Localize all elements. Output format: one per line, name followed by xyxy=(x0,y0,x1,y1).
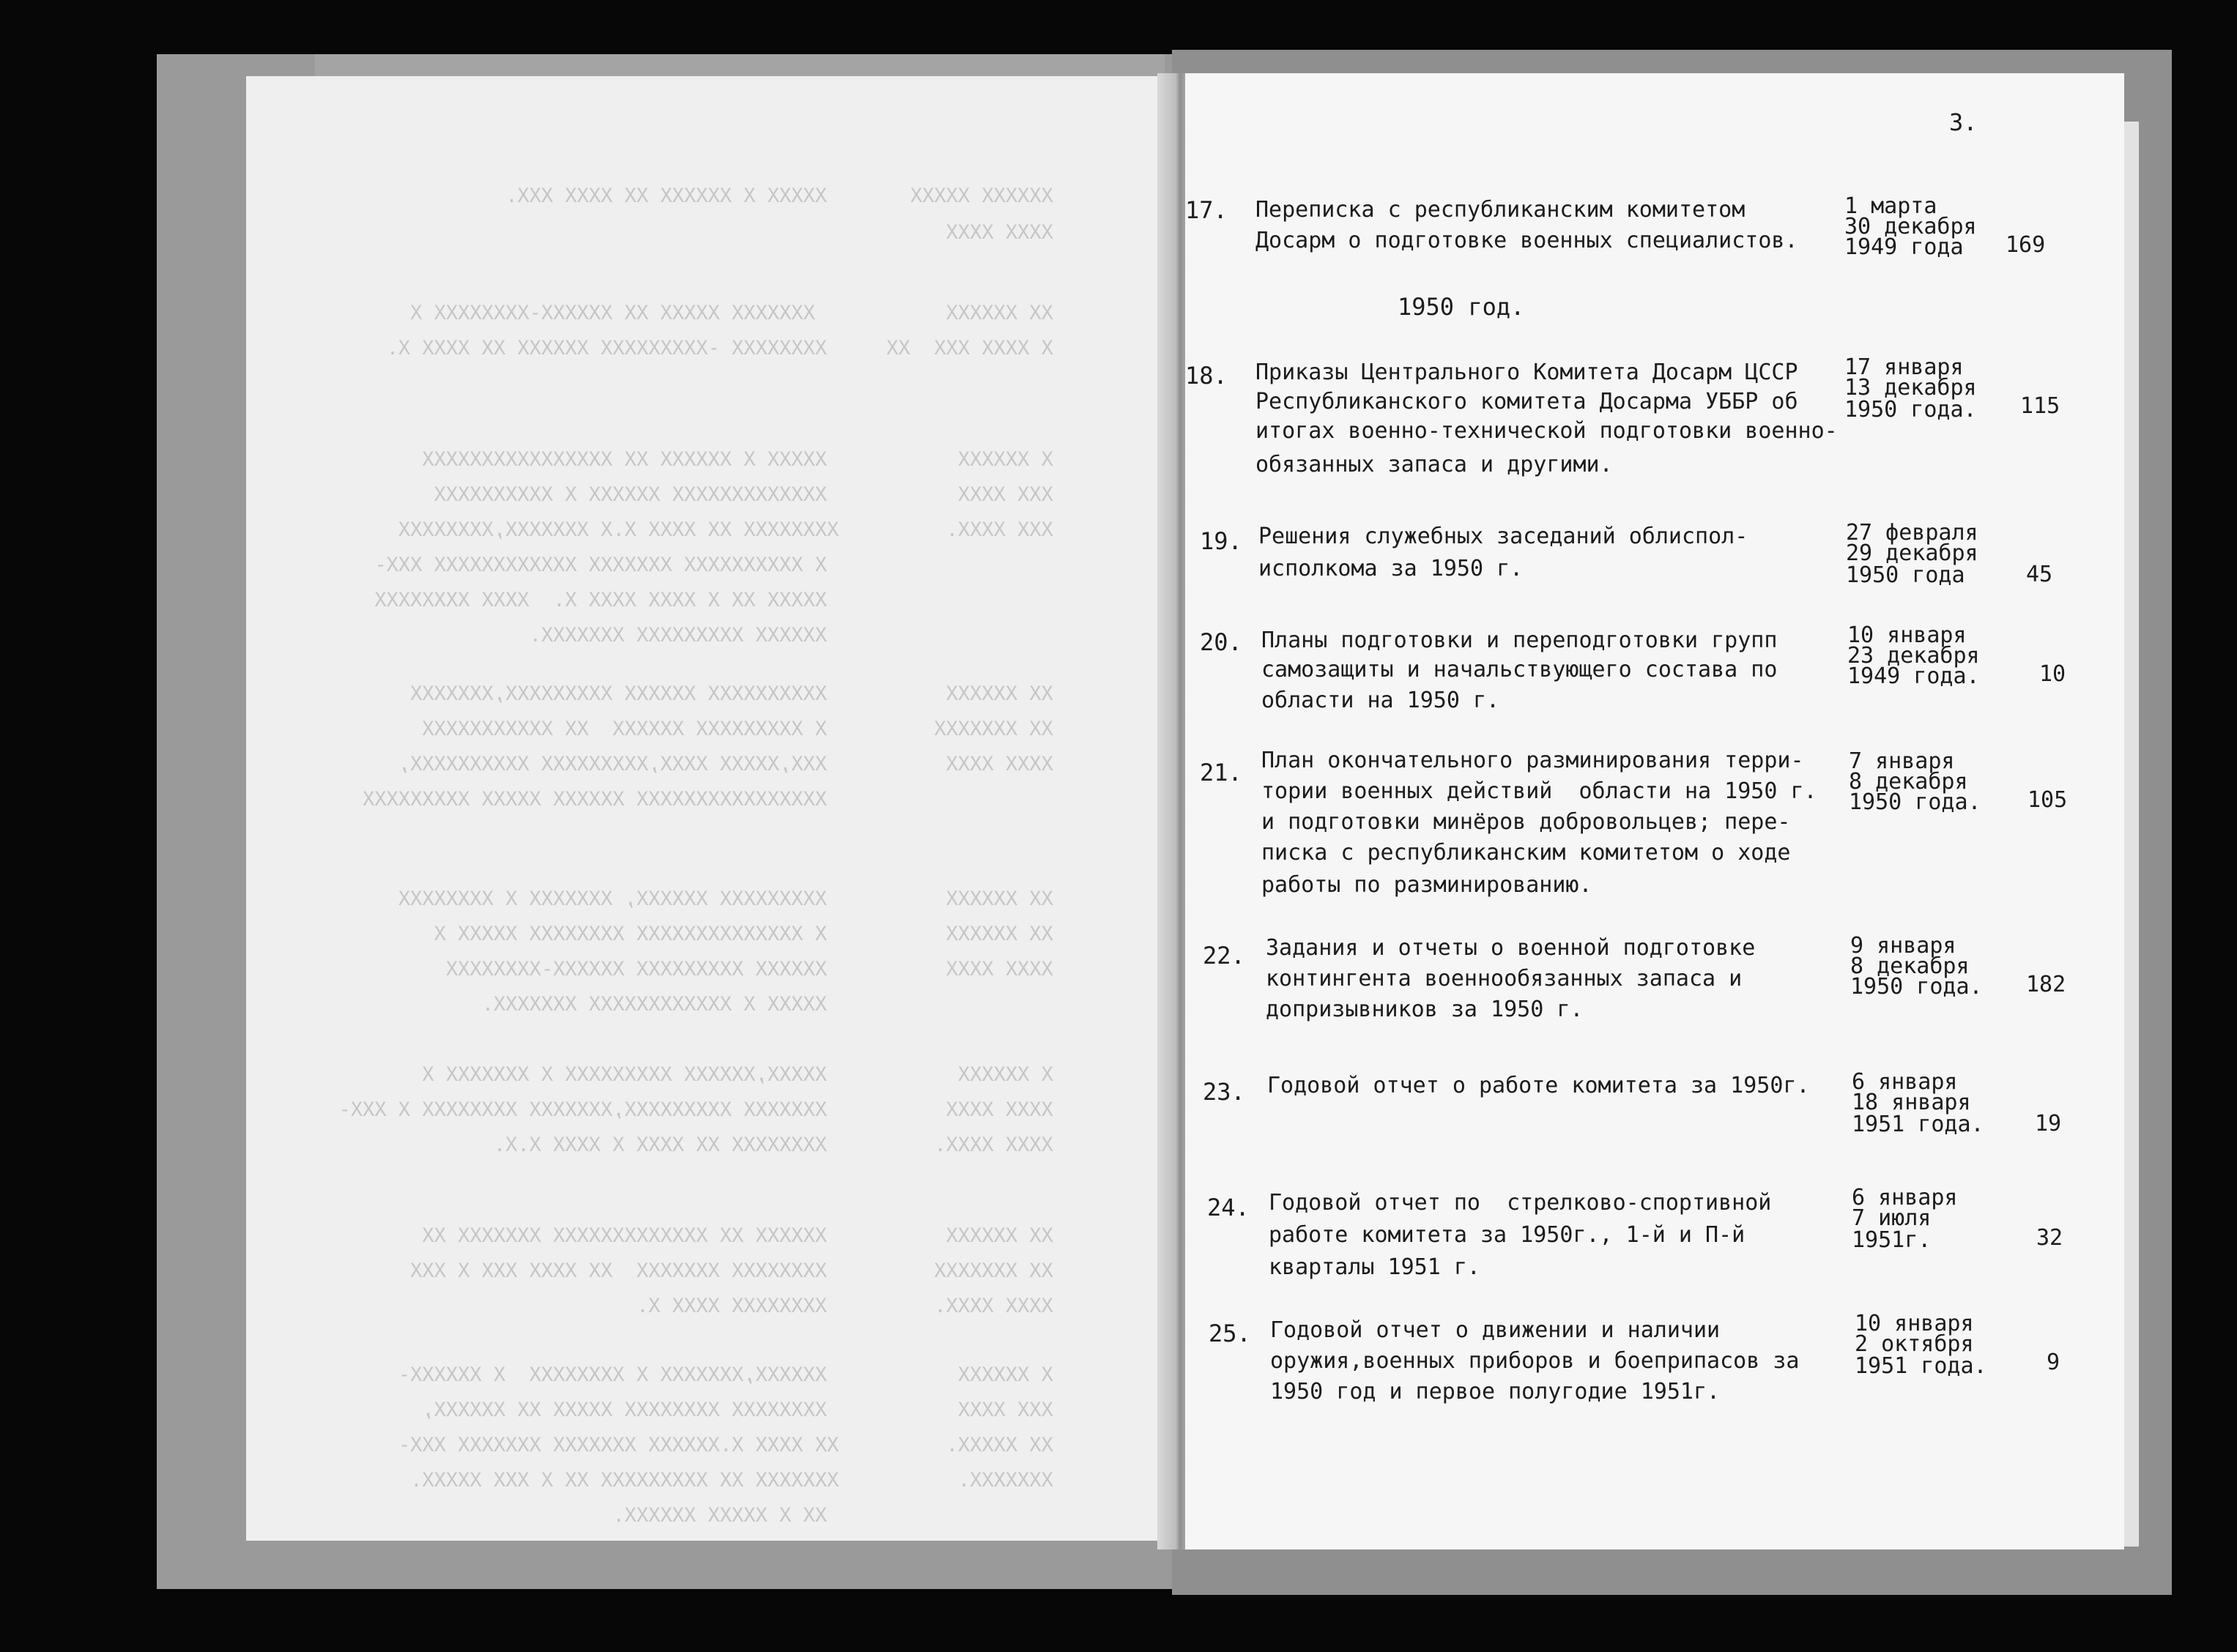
entry-17-number: 17. xyxy=(1185,196,1228,224)
entry-24-date: 1951г. xyxy=(1852,1227,1932,1253)
entry-21-title-line: писка с республиканским комитетом о ходе xyxy=(1261,840,1791,866)
page-number: 3. xyxy=(1949,108,1978,136)
entry-20-number: 20. xyxy=(1200,628,1242,656)
entry-24-date: 7 июля xyxy=(1852,1205,1932,1231)
entry-20-sheet-count: 10 xyxy=(2039,661,2066,687)
entry-25-date: 1951 года. xyxy=(1855,1353,1987,1379)
entry-25-date: 2 октября xyxy=(1855,1331,1974,1357)
entry-18-title-line: обязанных запаса и другими. xyxy=(1255,452,1613,477)
entry-22-sheet-count: 182 xyxy=(2026,972,2066,997)
entry-21-title-line: работы по разминированию. xyxy=(1261,872,1592,898)
entry-17-sheet-count: 169 xyxy=(2006,232,2046,258)
entry-24-title-line: Годовой отчет по стрелково-спортивной xyxy=(1269,1190,1772,1216)
entry-25-title-line: Годовой отчет о движении и наличии xyxy=(1270,1317,1721,1343)
entry-17-date: 1949 года xyxy=(1844,234,1964,260)
entry-23-number: 23. xyxy=(1203,1078,1245,1106)
entry-24-number: 24. xyxy=(1207,1194,1250,1221)
entry-17-title-line: Переписка с республиканским комитетом xyxy=(1255,197,1746,223)
entry-23-title-line: Годовой отчет о работе комитета за 1950г. xyxy=(1267,1073,1810,1098)
entry-24-title-line: работе комитета за 1950г., 1-й и П-й xyxy=(1269,1222,1746,1248)
entry-18-title-line: Республиканского комитета Досарма УББР об xyxy=(1255,389,1798,414)
entry-22-number: 22. xyxy=(1203,942,1245,970)
left-page-reverse-side xyxy=(246,76,1171,1541)
entry-21-date: 7 января xyxy=(1849,748,1955,774)
entry-20-title-line: Планы подготовки и переподготовки групп xyxy=(1261,628,1778,653)
book-cover-top-edge xyxy=(315,54,1165,76)
entry-25-date: 10 января xyxy=(1855,1311,1974,1336)
entry-18-sheet-count: 115 xyxy=(2020,393,2060,419)
entry-20-title-line: самозащиты и начальствующего состава по xyxy=(1261,657,1778,682)
entry-19-title-line: исполкома за 1950 г. xyxy=(1258,556,1524,581)
entry-17-date: 30 декабря xyxy=(1844,214,1977,239)
entry-19-sheet-count: 45 xyxy=(2026,562,2053,587)
entry-25-number: 25. xyxy=(1209,1320,1251,1347)
entry-21-sheet-count: 105 xyxy=(2028,787,2068,813)
entry-17-title-line: Досарм о подготовке военных специалистов. xyxy=(1255,228,1798,253)
entry-21-date: 8 декабря xyxy=(1849,769,1968,795)
right-page xyxy=(1185,73,2124,1549)
entry-21-title-line: План окончательного разминирования терри- xyxy=(1261,748,1804,773)
entry-18-date: 17 января xyxy=(1844,354,1964,380)
entry-22-title-line: Задания и отчеты о военной подготовке xyxy=(1266,935,1756,961)
entry-23-date: 6 января xyxy=(1852,1069,1958,1095)
entry-25-title-line: оружия,военных приборов и боеприпасов за xyxy=(1270,1348,1800,1374)
entry-18-date: 13 декабря xyxy=(1844,375,1977,401)
entry-25-title-line: 1950 год и первое полугодие 1951г. xyxy=(1270,1379,1721,1404)
year-heading: 1950 год. xyxy=(1398,293,1525,321)
entry-22-date: 1950 года. xyxy=(1850,974,1983,1000)
entry-21-number: 21. xyxy=(1200,759,1242,786)
entry-18-title-line: итогах военно-технической подготовки военно- xyxy=(1255,418,1838,444)
entry-21-title-line: тории военных действий области на 1950 г. xyxy=(1261,778,1817,804)
entry-19-date: 29 декабря xyxy=(1846,540,1978,566)
entry-18-title-line: Приказы Центрального Комитета Досарм ЦССР xyxy=(1255,360,1798,385)
entry-17-date: 1 марта xyxy=(1844,193,1937,219)
entry-18-number: 18. xyxy=(1185,362,1228,390)
entry-23-date: 18 января xyxy=(1852,1090,1971,1115)
entry-20-date: 10 января xyxy=(1847,622,1967,648)
entry-23-sheet-count: 19 xyxy=(2035,1111,2062,1136)
entry-18-date: 1950 года. xyxy=(1844,397,1977,423)
entry-24-sheet-count: 32 xyxy=(2036,1225,2063,1251)
entry-19-date: 27 февраля xyxy=(1846,520,1978,546)
entry-22-date: 8 декабря xyxy=(1850,953,1970,979)
entry-24-date: 6 января xyxy=(1852,1185,1958,1210)
entry-19-date: 1950 года xyxy=(1846,562,1965,588)
entry-23-date: 1951 года. xyxy=(1852,1112,1984,1137)
entry-20-date: 23 декабря xyxy=(1847,643,1980,669)
entry-19-title-line: Решения служебных заседаний облиспол- xyxy=(1258,524,1748,549)
entry-21-title-line: и подготовки минёров добровольцев; пере- xyxy=(1261,809,1791,835)
entry-22-title-line: допризывников за 1950 г. xyxy=(1266,997,1584,1022)
entry-21-date: 1950 года. xyxy=(1849,789,1981,815)
entry-19-number: 19. xyxy=(1200,527,1242,555)
entry-24-title-line: кварталы 1951 г. xyxy=(1269,1254,1480,1280)
entry-25-sheet-count: 9 xyxy=(2047,1350,2060,1375)
entry-22-date: 9 января xyxy=(1850,933,1956,959)
entry-22-title-line: контингента военнообязанных запаса и xyxy=(1266,966,1743,991)
entry-20-date: 1949 года. xyxy=(1847,663,1980,689)
show-through-text: ХХХХХХ ХХХХХ ХХХХХ Х ХХХХХХ ХХ ХХХХ ХХХ. ХХХХ ХХХХ ХХ ХХХХХХ ХХХХХХХ ХХХХХ ХХ ХХХХХХ-ХХХХХХХХ Х Х ХХХХ ХХХ ХХ ХХХХХХХХ -ХХХХХХХХХ ХХХХХХ ХХ ХХХХ Х. Х ХХХХХХ ХХХХХ Х ХХХХХХ ХХ ХХХХХХХХХХХХХХХХ ХХХ ХХХХ ХХХХХХХХХХХХХ ХХХХХХ Х ХХХХХХХХХХ ХХХ ХХХХ. ХХХХХХХХ ХХ ХХХХ Х.Х ХХХХХХХ,ХХХХХХХХ Х ХХХХХХХХХХ ХХХХХХХ ХХХХХХХХХХХХ ХХХ- ХХХХХ ХХ Х ХХХХ ХХХХ Х. ХХХХ ХХХХХХХХ ХХХХХХ ХХХХХХХХХ ХХХХХХХ. ХХ ХХХХХХ ХХХХХХХХХХ ХХХХХХ ХХХХХХХХХ,ХХХХХХХ ХХ ХХХХХХХ Х ХХХХХХХХХ ХХХХХХ ХХ ХХХХХХХХХХХ ХХХХ ХХХХ ХХХ,ХХХХХ ХХХХ,ХХХХХХХХХ ХХХХХХХХХХ, ХХХХХХХХХХХХХХХХ ХХХХХХ ХХХХХ ХХХХХХХХХ ХХ ХХХХХХ ХХХХХХХХХ ХХХХХХ, ХХХХХХХ Х ХХХХХХХХ ХХ ХХХХХХ Х ХХХХХХХХХХХХХХ ХХХХХХХХ ХХХХХ Х ХХХХ ХХХХ ХХХХХХ ХХХХХХХХХ ХХХХХХ-ХХХХХХХХ ХХХХХ Х ХХХХХХХХХХХХ ХХХХХХХ. Х ХХХХХХ ХХХХХ,ХХХХХХ ХХХХХХХХХ Х ХХХХХХХ Х ХХХХ ХХХХ ХХХХХХХ ХХХХХХХХХ,ХХХХХХХ ХХХХХХХХ Х ХХХ- ХХХХ ХХХХ. ХХХХХХХХ ХХ ХХХХ Х ХХХХ Х.Х. ХХ ХХХХХХ ХХХХХХ ХХ ХХХХХХХХХХХХХ ХХХХХХХ ХХ ХХ ХХХХХХХ ХХХХХХХХ ХХХХХХХ ХХ ХХХХ ХХХ Х ХХХ ХХХХ ХХХХ. ХХХХХХХХ ХХХХ Х. Х ХХХХХХ ХХХХХХ,ХХХХХХХ Х ХХХХХХХХ Х ХХХХХХ- ХХХ ХХХХ ХХХХХХХХ ХХХХХХХХ ХХХХХ ХХ ХХХХХХ, ХХ ХХХХХ. ХХ ХХХХ Х.ХХХХХХ ХХХХХХХ ХХХХХХХ ХХХ- ХХХХХХХ. ХХХХХХХ ХХ ХХХХХХХХХ ХХ Х ХХХ ХХХХХ. ХХ Х ХХХХХ ХХХХХХ. xyxy=(338,185,1053,1527)
entry-20-title-line: области на 1950 г. xyxy=(1261,688,1500,713)
